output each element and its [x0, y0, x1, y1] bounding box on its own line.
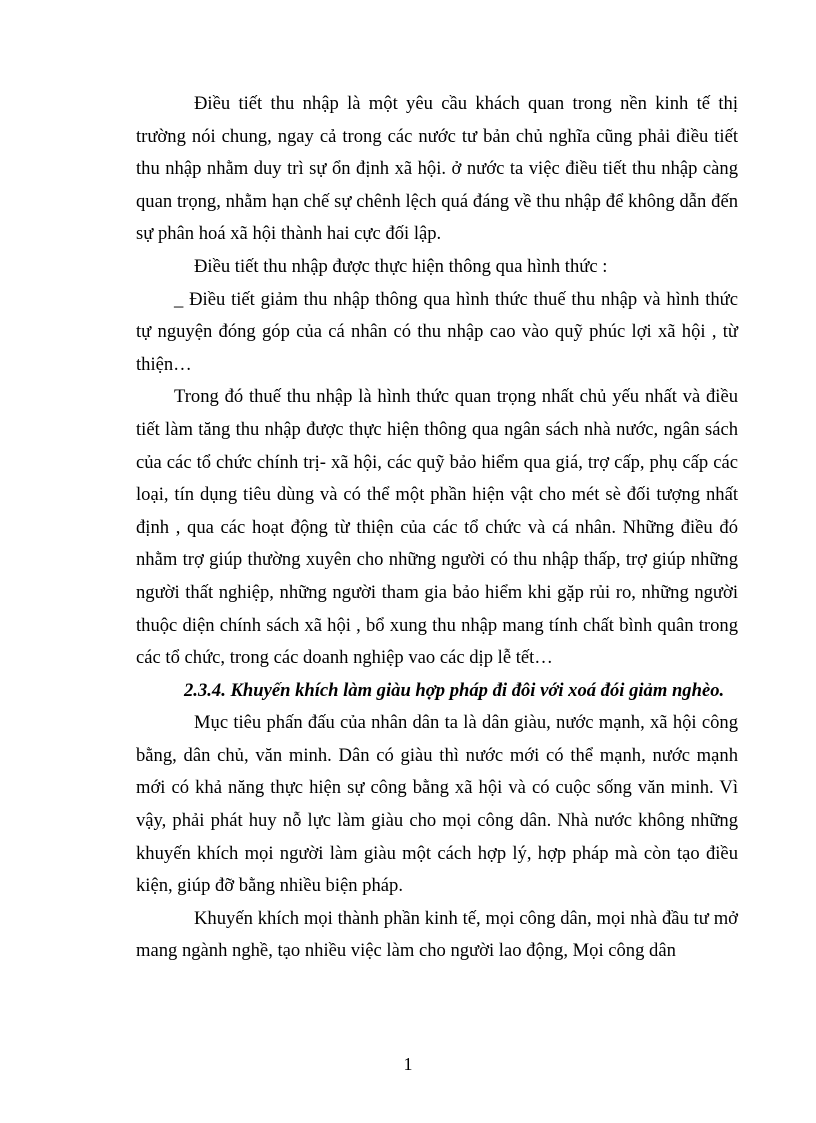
- paragraph-income-tax-details: Trong đó thuế thu nhập là hình thức quan trọng nhất chủ yếu nhất và điều tiết làm tăng thu nhập được thực hiện thông qua ngân sách nhà nước, ngân sách của các tổ chức chính trị- xã hội, các quỹ bảo hiểm qua giá, trợ cấp, phụ cấp các loại, tín dụng tiêu dùng và có thể một phần hiện vật cho mét sè đối tượng nhất định , qua các hoạt động từ thiện của các tổ chức và cá nhân. Những điều đó nhằm trợ giúp thường xuyên cho những người có thu nhập thấp, trợ giúp những người thất nghiệp, những người tham gia bảo hiểm khi gặp rủi ro, những người thuộc diện chính sách xã hội , bổ xung thu nhập mang tính chất bình quân trong các tổ chức, trong các doanh nghiệp vao các dịp lễ tết…: [136, 386, 738, 669]
- paragraph-encourage-economic-sectors: Khuyến khích mọi thành phần kinh tế, mọi công dân, mọi nhà đầu tư mở mang ngành nghề, tạo nhiều việc làm cho người lao động, Mọi công dân: [136, 907, 738, 962]
- paragraph-income-reduction: _ Điều tiết giảm thu nhập thông qua hình thức thuế thu nhập và hình thức tự nguyện đóng góp của cá nhân có thu nhập cao vào quỹ phúc lợi xã hội , từ thiện…: [136, 288, 738, 375]
- body-text: [136, 88, 738, 968]
- paragraph-income-regulation-intro: Điều tiết thu nhập là một yêu cầu khách quan trong nền kinh tế thị trường nói chung, ngay cả trong các nước tư bản chủ nghĩa cũng phải điều tiết thu nhập nhằm duy trì sự ổn định xã hội. ở nước ta việc điều tiết thu nhập càng quan trọng, nhằm hạn chế sự chênh lệch quá đáng về thu nhập để không dẫn đến sự phân hoá xã hội thành hai cực đối lập.: [136, 93, 738, 245]
- paragraph-regulation-forms: Điều tiết thu nhập được thực hiện thông qua hình thức :: [194, 255, 608, 277]
- section-heading-2-3-4: 2.3.4. Khuyến khích làm giàu hợp pháp đi đôi với xoá đói giảm nghèo.: [184, 679, 725, 701]
- page-number: 1: [403, 1054, 413, 1074]
- paragraph-national-goals: Mục tiêu phấn đấu của nhân dân ta là dân giàu, nước mạnh, xã hội công bằng, dân chủ, văn minh. Dân có giàu thì nước mới có thể mạnh, nước mạnh mới có khả năng thực hiện sự công bằng xã hội và có cuộc sống văn minh. Vì vậy, phải phát huy nỗ lực làm giàu cho mọi công dân. Nhà nước không những khuyến khích mọi người làm giàu một cách hợp lý, hợp pháp mà còn tạo điều kiện, giúp đỡ bằng nhiều biện pháp.: [136, 712, 738, 897]
